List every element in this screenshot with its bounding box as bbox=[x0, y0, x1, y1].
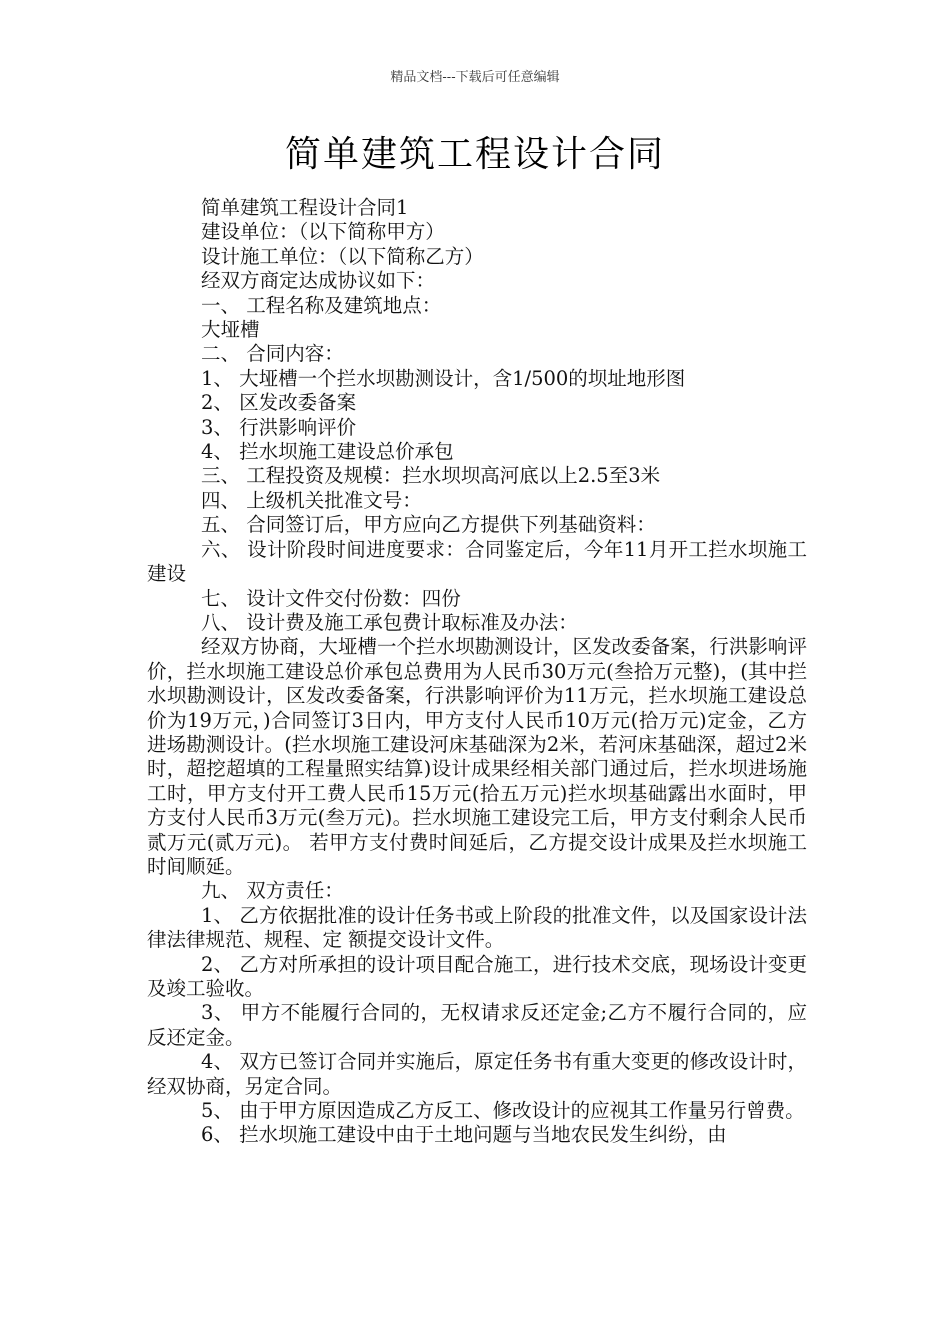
paragraph: 4、 双方已签订合同并实施后，原定任务书有重大变更的修改设计时，经双协商，另定合同。 bbox=[147, 1050, 807, 1098]
paragraph: 4、 拦水坝施工建设总价承包 bbox=[201, 440, 454, 464]
paragraph: 经双方商定达成协议如下： bbox=[201, 269, 436, 293]
paragraph: 1、 乙方依据批准的设计任务书或上阶段的批准文件，以及国家设计法律法律规范、规程、定 额提交设计文件。 bbox=[147, 903, 807, 952]
paragraph: 建设单位：（以下简称甲方） bbox=[201, 220, 445, 244]
paragraph: 2、 区发改委备案 bbox=[201, 391, 357, 415]
paragraph: 3、 行洪影响评价 bbox=[201, 415, 357, 439]
paragraph: 三、 工程投资及规模：拦水坝坝高河底以上2.5至3米 bbox=[201, 464, 661, 488]
paragraph: 六、 设计阶段时间进度要求：合同鉴定后，今年11月开工拦水坝施工建设 bbox=[147, 537, 807, 586]
paragraph: 九、 双方责任： bbox=[201, 879, 344, 903]
paragraph: 七、 设计文件交付份数：四份 bbox=[201, 586, 461, 610]
paragraph: 简单建筑工程设计合同1 bbox=[201, 196, 409, 219]
paragraph: 五、 合同签订后，甲方应向乙方提供下列基础资料： bbox=[201, 513, 656, 537]
paragraph: 6、 拦水坝施工建设中由于土地问题与当地农民发生纠纷，由 bbox=[201, 1123, 727, 1147]
paragraph: 2、 乙方对所承担的设计项目配合施工，进行技术交底，现场设计变更及竣工验收。 bbox=[147, 952, 807, 1000]
document-body bbox=[147, 196, 807, 1148]
paragraph: 四、 上级机关批准文号： bbox=[201, 488, 422, 512]
paragraph: 八、 设计费及施工承包费计取标准及办法： bbox=[201, 610, 578, 634]
paragraph: 经双方协商，大垭槽一个拦水坝勘测设计，区发改委备案，行洪影响评价，拦水坝施工建设总价承包总费用为人民币30万元(叁拾万元整)，(其中拦水坝勘测设计，区发改委备案，行洪影响评价为11万元，拦水坝施工建设总价为19万元，)合同签订3日内，甲方支付人民币10万元(拾万元)定金，乙方进场勘测设计。(拦水坝施工建设河床基础深为2米，若河床基础深，超过2米时，超挖超填的工程量照实结算)设计成果经相关部门通过后，拦水坝进场施工时，甲方支付开工费人民币15万元(拾五万元)拦水坝基础露出水面时，甲方支付人民币3万元(叁万元)。拦水坝施工建设完工后，甲方支付剩余人民币贰万元(贰万元)。 若甲方支付费时间延后，乙方提交设计成果及拦水坝施工时间顺延。 bbox=[147, 635, 807, 878]
paragraph: 大垭槽 bbox=[201, 318, 260, 342]
paragraph: 1、 大垭槽一个拦水坝勘测设计，含1/500的坝址地形图 bbox=[201, 366, 686, 390]
document-title: 简单建筑工程设计合同 bbox=[284, 134, 665, 175]
paragraph: 一、 工程名称及建筑地点： bbox=[201, 293, 442, 317]
paragraph: 5、 由于甲方原因造成乙方反工、修改设计的应视其工作量另行曾费。 bbox=[201, 1099, 805, 1123]
page-header: 精品文档---下载后可任意编辑 bbox=[390, 70, 560, 85]
paragraph: 设计施工单位：（以下简称乙方） bbox=[201, 244, 484, 268]
paragraph: 二、 合同内容： bbox=[201, 342, 344, 366]
paragraph: 3、 甲方不能履行合同的，无权请求反还定金;乙方不履行合同的，应反还定金。 bbox=[147, 1001, 807, 1049]
